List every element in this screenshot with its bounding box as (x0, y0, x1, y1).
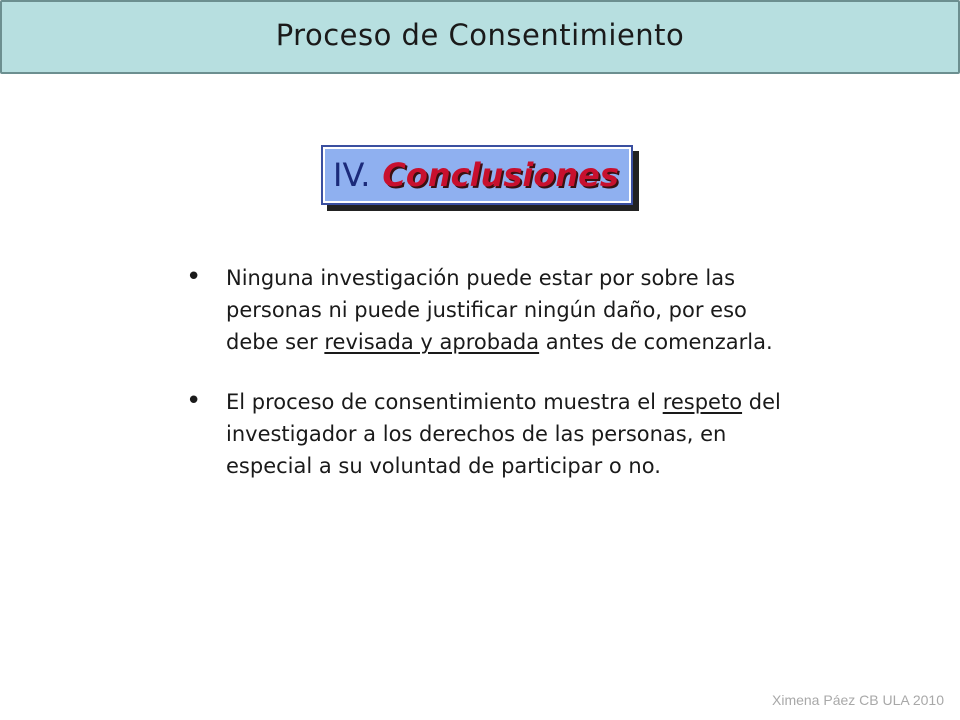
slide-title: Proceso de Consentimiento (275, 18, 685, 52)
bullet-text: antes de comenzarla. (539, 330, 773, 354)
bullet-item (186, 262, 786, 358)
bullet-text: del investigador a los derechos de las personas, en especial a su voluntad de participar o no. (226, 390, 781, 478)
section-title: Conclusiones (382, 156, 619, 194)
header-bar (0, 0, 960, 74)
section-heading (323, 147, 637, 209)
bullet-text: Ninguna investigación puede estar por sobre las personas ni puede justificar ningún daño, por eso debe ser (226, 266, 747, 354)
bullet-underlined-text: respeto (662, 390, 743, 414)
bullet-text: El proceso de consentimiento muestra el (226, 390, 663, 414)
bullet-dot-icon: • (186, 386, 202, 416)
bullet-item (186, 386, 786, 482)
section-heading-box (323, 147, 631, 203)
section-number: IV. (333, 156, 371, 194)
footer-credit: Ximena Páez CB ULA 2010 (772, 692, 944, 708)
bullet-underlined-text: revisada y aprobada (324, 330, 540, 354)
bullet-dot-icon: • (186, 262, 202, 292)
bullet-list (186, 262, 786, 510)
